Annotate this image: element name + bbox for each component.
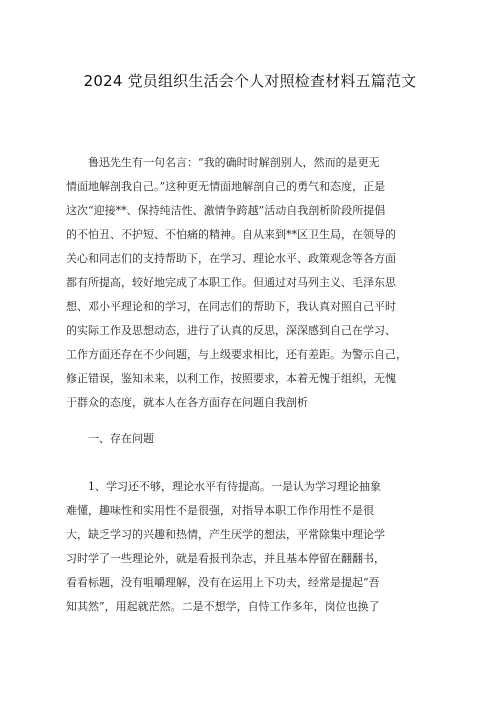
paragraph-line: 的实际工作及思想动态，进行了认真的反思，深深感到自己在学习、 bbox=[66, 324, 396, 337]
paragraph-line: 难懂，趣味性和实用性不是很强，对指导本职工作作用性不是很 bbox=[66, 504, 374, 517]
paragraph-line: 关心和同志们的支持帮助下，在学习、理论水平、政策观念等各方面 bbox=[66, 252, 396, 265]
paragraph-intro bbox=[66, 151, 434, 415]
paragraph-line: 鲁迅先生有一句名言：“我的确时时解剖别人，然而的是更无 bbox=[88, 156, 380, 169]
paragraph-line: 修正错误，鉴知未来，以利工作，按照要求，本着无愧于组织，无愧 bbox=[66, 372, 396, 385]
paragraph-issues bbox=[66, 475, 434, 619]
paragraph-line: 的不怕丑、不护短、不怕痛的精神。自从来到**区卫生局，在领导的 bbox=[66, 228, 396, 241]
paragraph-line: 情面地解剖我自己。”这种更无情面地解剖自己的勇气和态度，正是 bbox=[66, 180, 386, 193]
paragraph-line: 于群众的态度，就本人在各方面存在问题自我剖析 bbox=[66, 396, 308, 409]
paragraph-line: 都有所提高，较好地完成了本职工作。但通过对马列主义、毛泽东思 bbox=[66, 276, 396, 289]
section-heading: 一、存在问题 bbox=[88, 432, 154, 445]
paragraph-line: 这次“迎接**、保持纯洁性、激情争跨越”活动自我剖析阶段所提倡 bbox=[66, 204, 386, 217]
paragraph-line: 习时学了一些理论外，就是看报刊杂志，并且基本停留在翻翻书， bbox=[66, 552, 385, 565]
document-title: 2024 党员组织生活会个人对照检查材料五篇范文 bbox=[83, 72, 417, 90]
paragraph-line: 1、学习还不够，理论水平有待提高。一是认为学习理论抽象 bbox=[88, 480, 381, 493]
paragraph-line: 想、邓小平理论和的学习，在同志们的帮助下，我认真对照自己平时 bbox=[66, 300, 396, 313]
paragraph-line: 看看标题，没有咀嚼理解，没有在运用上下功夫，经常是提起“吾 bbox=[66, 576, 380, 589]
paragraph-line: 知其然”，用起就茫然。二是不想学，自恃工作多年，岗位也换了 bbox=[66, 600, 380, 613]
paragraph-line: 工作方面还存在不少问题，与上级要求相比，还有差距。为警示自己， bbox=[66, 348, 407, 361]
paragraph-line: 大，缺乏学习的兴趣和热情，产生厌学的想法，平常除集中理论学 bbox=[66, 528, 385, 541]
